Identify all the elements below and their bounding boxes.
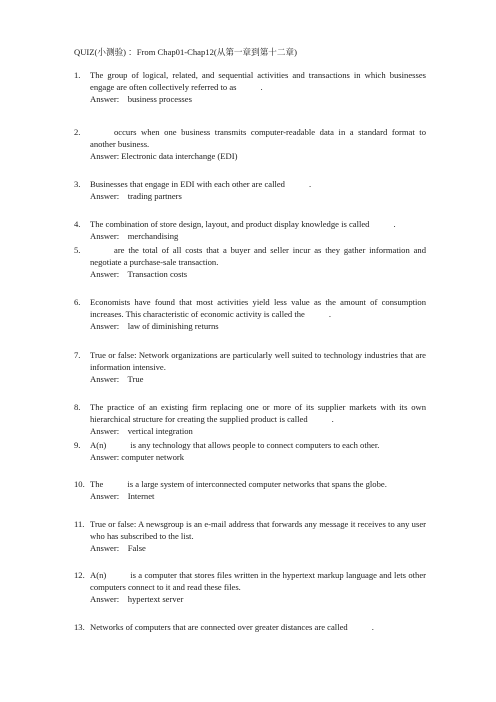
question-number: 6. <box>74 297 81 307</box>
question-number: 12. <box>74 570 85 580</box>
question-13 <box>74 621 426 633</box>
answer-line: Answer: merchandising <box>90 231 179 241</box>
question-1 <box>74 69 426 105</box>
question-number: 1. <box>74 70 81 80</box>
answer-line: Answer: Transaction costs <box>90 269 188 279</box>
question-2 <box>74 126 426 162</box>
question-text: The practice of an existing firm replacing one or more of its supplier markets with its own hierarchical structure for creating the supplied product is called . <box>90 402 426 424</box>
question-10 <box>74 478 426 502</box>
question-number: 4. <box>74 219 81 229</box>
question-number: 8. <box>74 402 81 412</box>
question-text: Networks of computers that are connected over greater distances are called . <box>90 622 374 632</box>
question-number: 2. <box>74 127 81 137</box>
question-text: The combination of store design, layout, and product display knowledge is called . <box>90 219 396 229</box>
question-number: 3. <box>74 179 81 189</box>
question-text: The is a large system of interconnected computer networks that spans the globe. <box>90 479 387 489</box>
question-number: 7. <box>74 350 81 360</box>
answer-line: Answer: law of diminishing returns <box>90 321 219 331</box>
page-title: QUIZ(小测验) ：From Chap01-Chap12(从第一章到第十二章) <box>74 47 297 57</box>
question-number: 9. <box>74 440 81 450</box>
answer-line: Answer: business processes <box>90 94 192 104</box>
question-7 <box>74 349 426 385</box>
question-3 <box>74 178 426 202</box>
question-text: Businesses that engage in EDI with each other are called . <box>90 179 312 189</box>
question-text: True or false: A newsgroup is an e-mail address that forwards any message it receives to any user who has subscribed to the list. <box>90 519 426 541</box>
answer-line: Answer: True <box>90 374 144 384</box>
question-5 <box>74 244 426 280</box>
question-9 <box>74 439 426 463</box>
answer-line: Answer: Electronic data interchange (EDI) <box>90 151 238 161</box>
question-text: The group of logical, related, and sequential activities and transactions in which businesses engage are often collectively referred to as . <box>90 70 426 92</box>
question-11 <box>74 518 426 554</box>
answer-line: Answer: vertical integration <box>90 426 193 436</box>
question-text: Economists have found that most activities yield less value as the amount of consumption increases. This characteristic of economic activity is called the . <box>90 297 426 319</box>
question-text: A(n) is a computer that stores files written in the hypertext markup language and lets other computers connect to it and read these files. <box>90 570 426 592</box>
question-text: occurs when one business transmits computer-readable data in a standard format to another business. <box>90 127 426 149</box>
question-4 <box>74 218 426 242</box>
question-8 <box>74 401 426 437</box>
answer-line: Answer: trading partners <box>90 191 182 201</box>
question-text: are the total of all costs that a buyer and seller incur as they gather information and negotiate a purchase-sale transaction. <box>90 245 426 267</box>
answer-line: Answer: computer network <box>90 452 185 462</box>
question-number: 10. <box>74 479 85 489</box>
answer-line: Answer: hypertext server <box>90 594 184 604</box>
question-text: True or false: Network organizations are particularly well suited to technology industries that are information intensive. <box>90 350 426 372</box>
question-text: A(n) is any technology that allows people to connect computers to each other. <box>90 440 380 450</box>
answer-line: Answer: False <box>90 543 146 553</box>
question-number: 13. <box>74 622 85 632</box>
question-number: 11. <box>74 519 85 529</box>
question-12 <box>74 569 426 605</box>
question-6 <box>74 296 426 332</box>
question-number: 5. <box>74 245 81 255</box>
answer-line: Answer: Internet <box>90 491 155 501</box>
